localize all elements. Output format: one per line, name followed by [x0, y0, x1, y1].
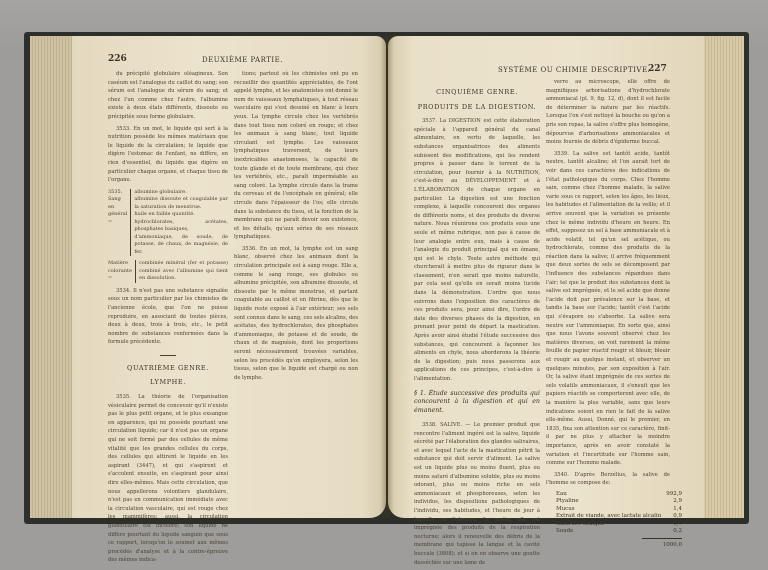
paragraph: du précipité globulaire oléagineux. Son caséum est l'analogue du caillot du sang; son sérum est l'analogue du sérum du sang; et chez l'un comme chez l'autre, l'albumine existe à deux états différents, dissoute ou précipitée sous forme globulaire.: [108, 71, 228, 120]
section-subtitle: LYMPHE.: [150, 378, 186, 387]
brace-item: d'ammoniaque, de soude, de potasse, de chaux, de magnésie, de fer.: [134, 233, 228, 255]
table-row: [554, 528, 684, 536]
row-value: 1,4: [673, 505, 682, 512]
brace-label: Matière colorante =: [108, 260, 132, 282]
row-value: 1,7: [673, 520, 682, 527]
row-name: Chlorure sodique: [556, 520, 605, 527]
row-value: 2,9: [673, 498, 682, 505]
brace-label: 3535. Sang en général =: [108, 188, 128, 225]
row-value: 992,9: [666, 490, 682, 497]
right-page: [388, 36, 704, 566]
row-value: 0,2: [673, 528, 682, 535]
paragraph: 3535. La théorie de l'organisation vésiculaire permet de concevoir qu'il n'existe pas le plus petit organe, et le plus exsangue en apparence, qui ne possède pourtant une circulation liquide; car il n'est pas un organe qui ne soit formé par des cellules de même vitalité que les grandes cellules du corps, des cellules qui attirent le liquide en les aspirant (3447), et qui s'aspirent et s'accolent ensuite, en s'aspirant pour ainsi dire elles-mêmes. Mais cette circulation, que nous appellerons volontiers glandulaire, n'est pas en communication immédiate avec la circulation vasculaire, qui est rouge chez les mammifères; aussi, la circulation glandulaire est incolore; son liquide ne diffère pourtant du liquide sanguin que sous ce rapport, lorsqu'on le soumet aux mêmes procédés d'analyse et à la contre-épreuve des mêmes indica-: [108, 394, 228, 564]
section-title: QUATRIÈME GENRE.: [127, 363, 209, 372]
left-column-1: [108, 70, 228, 568]
table-row: [554, 506, 684, 514]
separator: [160, 355, 176, 356]
row-name: Ptyaline: [556, 498, 579, 505]
page-edges-left: [30, 36, 74, 518]
right-column-1: [414, 82, 540, 570]
right-column-2: [546, 78, 682, 550]
left-page: [72, 36, 386, 564]
row-name: Mucus: [556, 505, 575, 512]
left-column-2: [234, 70, 358, 385]
paragraph: 3539. La salive est tantôt acide, tantôt neutre, tantôt alcaline; et l'on aurait tort de voir dans ces caractères des indications de l'état pathologique du corps. Chez l'homme sain, comme chez l'homme malade, la salive varie sous ce rapport, selon les âges, les lieux, les habitudes et l'alimentation de la veille; et il arrive souvent que la variation se présente chez le même individu d'heure en heure. En effet, supposez un sel à base ammoniacale et à acide volatil, tel qu'un sel acétique, ou hydrochlorate, comme des produits de la réaction dans la salive; il arrive fréquemment que deux sortes de sels se décomposent par l'influence des substances répandues dans l'air; tel que le produit des substances dont la salive est imprégnée, et le sel acide que donne l'acide doit par prévalence sur la base, et tandis la base sur l'acide; tantôt c'est l'acide qui s'évapore ou s'absorbe. La salive sera neutre sur l'ammoniaque. En sorte que, ainsi que nous l'avons souvent observé chez les matières diverses, on voit rarement la même feuille de papier réactif rougir et bleuir, bleuir et rougir au quelque instant, et observer un quelques minutes, par son exposition à l'air. Or, la salive étant imprégnée de ces sortes de sels volatils ammoniacaux, il s'ensuit que les papiers réactifs se comporteront avec elle, de la manière la plus variable, sans que leurs indications soient en rien le fait de la salive elle-même. Aussi, Donné, qui le premier, en 1835, fixa son attention sur ce caractère, finit-il par ne plus y attacher la moindre importance, après en avoir constaté la variation et l'incertitude sur l'homme sain, comme sur l'homme malade.: [546, 150, 670, 467]
saliva-composition-table: [554, 491, 684, 536]
section-title: CINQUIÈME GENRE.: [436, 88, 518, 96]
brace-item: hydrochlorates, acétates, phosphates basiques,: [134, 218, 228, 233]
brace-item: albumine dissoute et coagulable par la saturation de menstrue.: [134, 196, 228, 210]
paragraph: tions; partout où les chimistes ont pu en recueillir des quantités appréciables, de l'ont appelé lymphe, et les anatomistes ont donné le nom de vaisseaux lymphatiques, à tout réseau vasculaire qui s'est dessiné en blanc à leurs yeux. La lymphe circule chez les vertébrés dans tout tissu non coloré en rouge; et chez les animaux à sang blanc, tout liquide circulant est lymphe. Les vaisseaux lymphatiques traversent, de leurs inextricables anastomoses, la capacité de toute glande et de toute membrane, qui chez les vertébrés, etc., paraît imperméable au sang coloré. La lymphe circule dans la trame du cerveau et de l'encéphale en général; elle circule dans l'épaisseur de l'os; elle circule dans la substance du tissu, et la fonction de la membrane qui ne paraît devoir son existence, et les détails, qu'aux séries de ses réseaux lymphatiques.: [234, 71, 358, 241]
page-edges-right: [700, 36, 744, 518]
running-head: DEUXIÈME PARTIE.: [202, 56, 284, 64]
paragraph: 3534. Il n'est pas une substance signalée sous un nom particulier par les chimistes de l'ancienne école, que l'on ne puisse reproduire, en associant de toutes pièces, deux à deux, trois à trois, etc., le petit nombre de substances renfermées dans la formule précédente.: [108, 287, 228, 346]
paragraph: 3533. En un mot, le liquide qui sert à la nutrition possède les mêmes matériaux que le liquide de la circulation; le liquide que digère l'estomac de l'enfant, ne diffère, en rien d'essentiel, du liquide que digère en particulier chaque organe, et chaque tissu de l'organe.: [108, 125, 228, 184]
table-total: 1000,0: [662, 541, 682, 548]
paragraph: verre au microscope, elle offre de magnifiques arborisations d'hydrochlorate ammoniacal (pl. 9, fig. 12, d), dont il est facile de déterminer la nature par les réactifs. Lorsque l'on s'est nettoyé la bouche ou qu'on a pris son repas, la salive s'offre plus homogène, dépourvue d'arborisations ammoniacales et moins fournie de débris d'épiderme buccal.: [546, 79, 670, 146]
page-number: 226: [108, 54, 127, 64]
paragraph: 3538. SALIVE. — Le premier produit que rencontre l'aliment ingéré est la salive, liquide sécrété par l'élaboration des glandes salivaires, et avec lequel l'acte de la mastication pétrit la substance qui doit servir d'aliment. La salive est un liquide plus ou moins fluent, plus ou moins saturé d'albumine soluble, plus ou moins odorant, plus ou moins riche en sels ammoniacaux et phosphoreuses, selon les individus, les dispositions pathologiques de l'individu, ses habitudes, et l'heure de jour à laquelle on l'observe. Le matin, elle est imprégnée des produits de la respiration nocturne; alors il renouvelle des débris de la membrane qui tapisse la langue et la cavité buccale (3808); et si on en observe une goutte desséchée sur une lame de: [414, 422, 540, 566]
brace-items: [130, 189, 228, 257]
table-row: [554, 521, 684, 529]
section-subtitle: PRODUITS DE LA DIGESTION.: [417, 102, 537, 111]
sum-rule: [642, 538, 682, 539]
paragraph: 3537. La DIGESTION est cette élaboration spéciale à l'appareil général du canal alimentaire, en vertu de laquelle, les substances organisatrices des aliments subissent des modifications, qui les rendent propres à passer dans le torrent de la circulation, pour fournir à la NUTRITION, c'est-à-dire au DÉVELOPPEMENT et à L'ÉLABORATION de chaque organe en particulier. La digestion est une fonction complexe, à laquelle concourent des organes de différents noms, et des produits de diverse nature. Nous réunirons ces produits sous une seule et même rubrique, non pas à cause de leur analogie entre eux, mais à cause de l'analogie du produit principal qui en émane, qui est le chyle. Toute autre méthode qui chercherait à mettre plus de rigueur dans le classement, n'en serait que moins naturelle, par cela seul qu'elle en serait moins lucide dans la démonstration. L'ordre que nous suivrons dans l'exposition des caractères de ces produits sera, pour ainsi dire, l'ordre de date des diverses phases de la digestion, en prenant pour point de départ la mastication. Après avoir ainsi étudié l'étude successive des substances, qui concourent à façonner les aliments en chyle, nous aborderons la théorie de la digestion; puis nous passerons aux applications de ces principes, c'est-à-dire à l'alimentation.: [414, 118, 540, 382]
book-gutter: [380, 36, 394, 518]
table-row: [554, 491, 684, 499]
page-number: 227: [648, 64, 667, 74]
running-head: SYSTÈME OU CHIMIE DESCRIPTIVE.: [498, 66, 651, 74]
brace-item: huile en faible quantité.: [134, 211, 195, 218]
table-row: [554, 513, 684, 521]
row-name: Eau: [556, 490, 567, 497]
paragraph: 3536. En un mot, la lymphe est un sang blanc, observé chez les animaux dont la circulation principale est à sang rouge. Elle a, comme le sang rouge, ses globules ou albumine précipitée, son albumine dissoute, et dissoute par le même menstrue, et partant coagulable au caillot et en fibrine, dès que le liquide reste exposé à l'air extérieur; ses sels sont connus dans le sang, ces sels alcalins, des acétates, des hydrochlorates, des phosphates d'ammoniaque, de potasse et de soude, de chaux et de magnésie, dont les proportions seront nécessairement trouvées variables, selon les procédés qu'on employera, selon les tissus, selon que le liquide est chargé ou non de lymphe.: [234, 245, 358, 381]
row-value: 0,9: [673, 513, 682, 520]
composition-brace-2: [108, 260, 228, 283]
row-name: Extrait de viande, avec lactate alcalin: [556, 513, 662, 520]
paragraph: 3540. D'après Berzélius, la salive de l'homme se compose de:: [546, 471, 670, 487]
brace-item: albumine globulaire.: [134, 188, 187, 195]
brace-item: combinée minéral (fer et potasse) combiné avec l'albumine qui tient en dissolution.: [135, 260, 228, 283]
composition-brace: [108, 189, 228, 257]
table-row: [554, 498, 684, 506]
row-name: Soude: [556, 528, 574, 535]
subsection-heading: § 1. Étude successive des produits qui concourent à la digestion et qui en émanent.: [414, 389, 540, 414]
